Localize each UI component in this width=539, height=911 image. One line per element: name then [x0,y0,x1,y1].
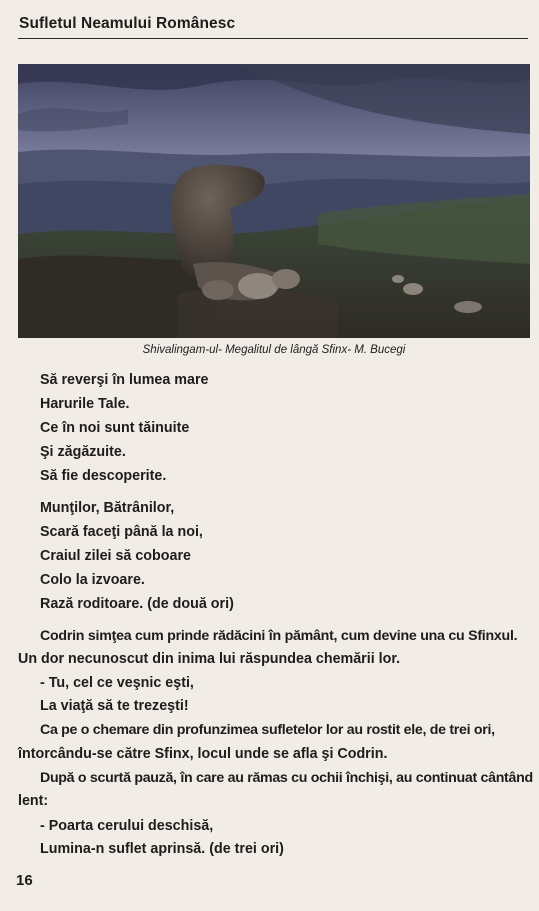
verse-line: Să fie descoperite. [40,468,167,484]
verse-line: Harurile Tale. [40,396,130,412]
paragraph-line: Codrin simţea cum prinde rădăcini în pământ, cum devine una cu Sfinxul. [40,628,518,644]
verse-line: Ce în noi sunt tăinuite [40,420,190,436]
running-header-title: Sufletul Neamului Românesc [19,15,236,32]
paragraph-line: După o scurtă pauză, în care au rămas cu ochii închişi, au continuat cântând [40,770,533,786]
verse-line: Rază roditoare. (de două ori) [40,596,234,612]
verse-line: Colo la izvoare. [40,572,145,588]
photo-caption: Shivalingam-ul- Megalitul de lângă Sfinx- M. Bucegi [142,344,406,356]
header-divider [18,38,528,39]
megalith-photo [18,64,530,338]
dialogue-line: La viaţă să te trezeşti! [40,698,189,714]
page-number: 16 [16,872,33,889]
verse-line: Lumina-n suflet aprinsă. (de trei ori) [40,841,284,857]
verse-line: Scară faceţi până la noi, [40,524,203,540]
paragraph-line: Un dor necunoscut din inima lui răspundea chemării lor. [18,651,401,667]
verse-line: Şi zăgăzuite. [40,444,126,460]
verse-line: Craiul zilei să coboare [40,548,191,564]
verse-line: Munţilor, Bătrânilor, [40,500,175,516]
paragraph-line: Ca pe o chemare din profunzimea sufletelor lor au rostit ele, de trei ori, [40,722,495,738]
verse-line: Să reverşi în lumea mare [40,372,209,388]
verse-line: - Poarta cerului deschisă, [40,818,214,834]
paragraph-line: lent: [18,793,49,809]
paragraph-line: întorcându-se către Sfinx, locul unde se afla şi Codrin. [18,746,388,762]
dialogue-line: - Tu, cel ce veşnic eşti, [40,675,194,691]
